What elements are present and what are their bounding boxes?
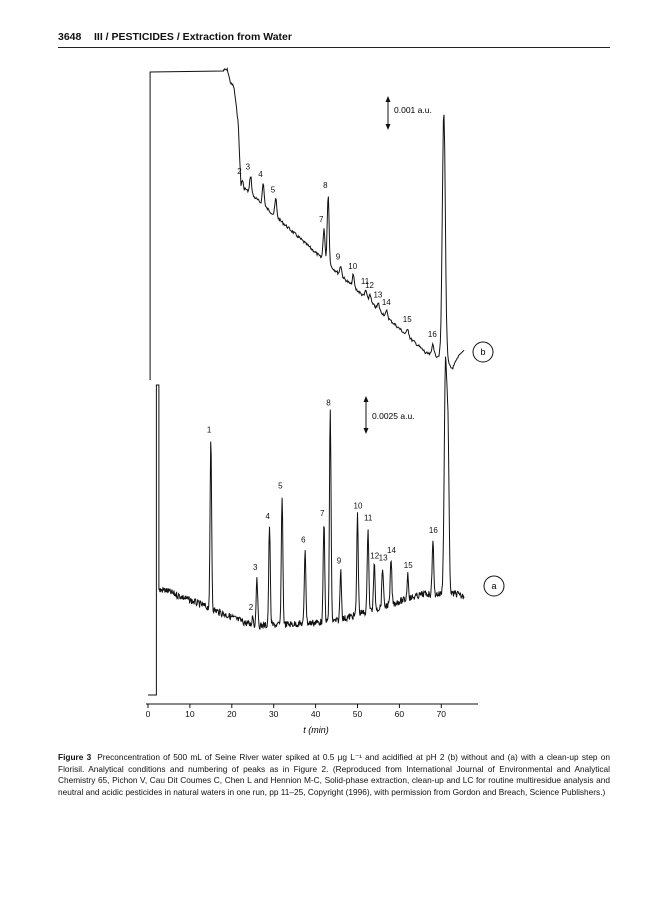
peak-label-b-8: 8	[323, 181, 328, 190]
peak-label-b-9: 9	[335, 252, 341, 262]
peak-label-b-5: 5	[270, 185, 276, 195]
peak-label-b-10: 10	[348, 261, 358, 271]
peak-label-b-4: 4	[258, 170, 263, 180]
x-tick-label-60: 60	[394, 709, 405, 719]
page-number: 3648	[58, 31, 82, 43]
x-axis	[146, 704, 478, 719]
peak-label-a-16: 16	[428, 526, 438, 535]
x-tick-label-20: 20	[227, 709, 237, 719]
peak-label-b-13: 13	[373, 290, 383, 300]
trace-label-a: a	[491, 581, 497, 591]
peak-label-b-14: 14	[381, 298, 391, 308]
peak-label-a-12: 12	[370, 551, 380, 561]
peak-label-a-5: 5	[278, 481, 283, 491]
figure-caption	[58, 752, 610, 798]
x-tick-label-40: 40	[310, 709, 321, 719]
peak-label-a-9: 9	[336, 556, 342, 566]
trace-label-a-circle	[484, 576, 504, 596]
x-tick-label-0: 0	[145, 709, 151, 719]
scale-label-a: 0.0025 a.u.	[372, 411, 415, 421]
trace-a	[148, 357, 464, 695]
peak-label-a-14: 14	[387, 546, 396, 556]
peak-label-a-6: 6	[301, 535, 306, 545]
peak-label-a-13: 13	[378, 553, 388, 563]
x-tick-label-50: 50	[352, 709, 363, 719]
trace-b	[150, 69, 464, 380]
peak-label-a-1: 1	[206, 425, 212, 435]
running-head: III / PESTICIDES / Extraction from Water	[94, 31, 292, 43]
peak-label-a-15: 15	[403, 560, 413, 570]
peak-label-b-12: 12	[365, 281, 374, 290]
x-tick-label-10: 10	[185, 709, 195, 719]
caption-text: Preconcentration of 500 mL of Seine River water spiked at 0.5 μg L⁻¹ and acidified at pH 2 (b) without and (a) with a clean-up step on Florisil. Analytical conditions and numbering of peaks as in Figure 2. (Reproduced from International Journal of Environmental and Analytical Chemistry 65, Pichon V, Cau Dit Coumes C, Chen L and Hennion M-C, Solid-phase extraction, clean-up and LC for routine multiresidue analysis and neutral and acidic pesticides in natural waters in one run, pp 11–25, Copyright (1996), with permission from Gordon and Breach, Science Publishers.)	[58, 752, 610, 797]
x-axis-label: t (min)	[303, 725, 329, 735]
scale-bar-b	[386, 96, 432, 130]
peak-label-a-3: 3	[252, 562, 258, 572]
peak-label-b-15: 15	[402, 315, 412, 325]
peak-label-b-11: 11	[360, 277, 370, 287]
peak-label-a-7: 7	[319, 508, 325, 518]
peak-label-b-3: 3	[245, 162, 251, 172]
peak-label-a-2: 2	[248, 603, 254, 612]
peak-label-a-10: 10	[353, 501, 363, 511]
trace-label-b: b	[480, 347, 486, 357]
caption-label: Figure 3	[58, 752, 92, 762]
x-tick-label-70: 70	[436, 709, 447, 719]
peak-label-a-11: 11	[363, 513, 373, 523]
peak-label-a-4: 4	[265, 512, 270, 522]
trace-label-b-circle	[473, 342, 493, 362]
peak-label-b-7: 7	[318, 215, 324, 225]
peak-label-b-2: 2	[237, 167, 242, 176]
peak-label-b-16: 16	[427, 330, 437, 339]
x-tick-label-30: 30	[268, 709, 279, 719]
scale-bar-a	[364, 396, 415, 434]
scale-label-b: 0.001 a.u.	[394, 105, 432, 115]
peak-label-a-8: 8	[326, 398, 331, 408]
